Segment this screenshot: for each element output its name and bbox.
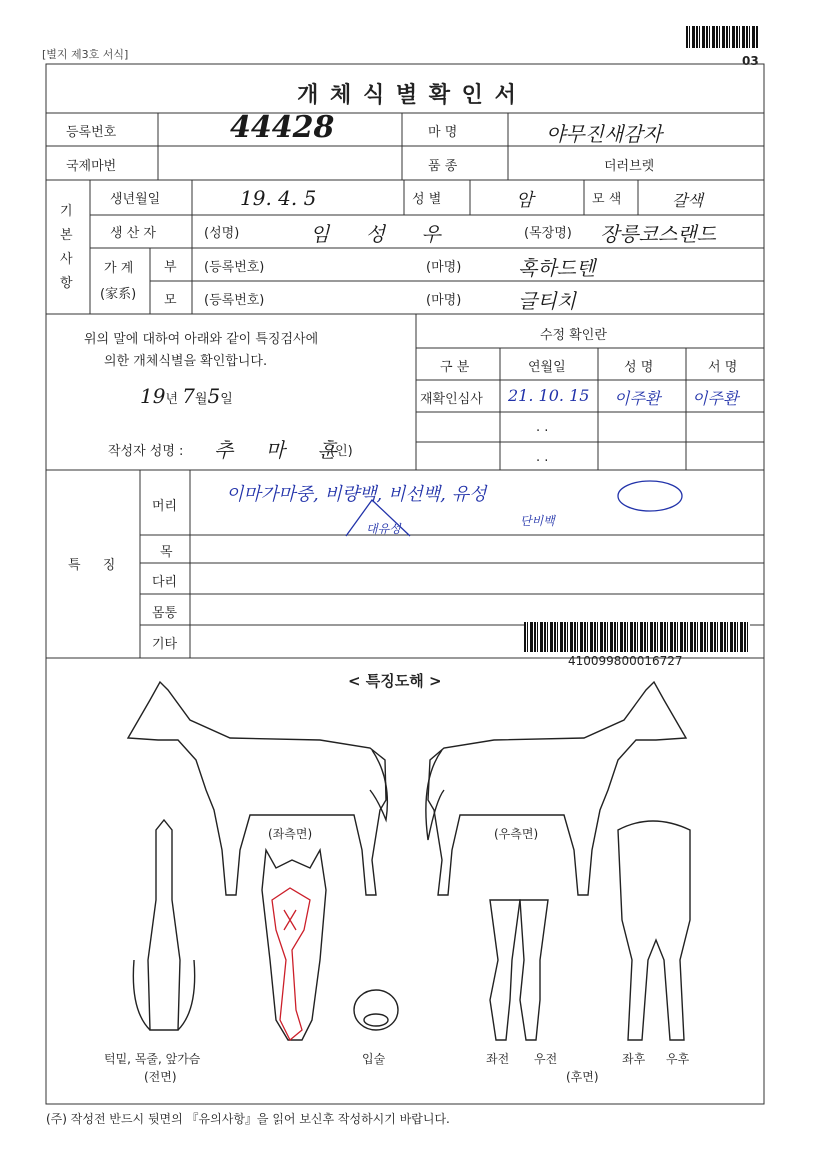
horse-name-label: 마 명	[428, 125, 458, 140]
dob-label: 생년월일	[110, 192, 161, 207]
sire-horse-field: (마명)	[426, 260, 462, 275]
feature-row-other: 기타	[152, 637, 178, 652]
rear-caption: (후면)	[566, 1070, 599, 1084]
footer-note: (주) 작성전 반드시 뒷면의 『유의사항』을 읽어 보신후 작성하시기 바랍니다.	[46, 1112, 450, 1126]
rear-right-label: 우후	[666, 1052, 690, 1066]
family-label-hanja: (家系)	[100, 287, 137, 302]
writer-label: 작성자 성명 :	[108, 444, 184, 459]
head-feature-sub-1: 대유성	[366, 522, 401, 536]
sire-label: 부	[164, 260, 177, 275]
sex-label: 성 별	[412, 192, 442, 207]
dam-name: 글티치	[518, 289, 576, 313]
revision-row-date: . .	[536, 420, 549, 435]
producer-label: 생 산 자	[110, 226, 156, 241]
statement-line-1: 위의 말에 대하여 아래와 같이 특징검사에	[84, 332, 319, 347]
intl-no-label: 국제마번	[66, 159, 117, 174]
sire-reg-field: (등록번호)	[204, 260, 265, 275]
revision-row-name: 이주환	[614, 389, 661, 408]
front-caption-sub: (전면)	[144, 1070, 177, 1084]
farm-name: 장릉코스랜드	[600, 222, 716, 246]
left-side-label: (좌측면)	[268, 827, 313, 841]
writer-seal: (인)	[330, 444, 353, 459]
front-right-label: 우전	[534, 1052, 558, 1066]
feature-row-head: 머리	[152, 499, 178, 514]
page-number: 03	[742, 54, 759, 68]
head-feature-sub-2: 단비백	[520, 514, 555, 528]
producer-name: 임 성 우	[310, 222, 441, 246]
barcode-number: 410099800016727	[568, 654, 683, 668]
features-section-label: 특 징	[68, 558, 116, 573]
horse-name-value: 야무진새감자	[546, 122, 662, 146]
feature-row-neck: 목	[160, 545, 173, 560]
revision-row-date: 21. 10. 15	[508, 386, 590, 405]
feature-row-body: 몸통	[152, 606, 178, 621]
revision-title: 수정 확인란	[540, 328, 607, 343]
sex-value: 암	[516, 190, 534, 211]
reg-no-label: 등록번호	[66, 125, 117, 140]
color-label: 모 색	[592, 192, 622, 207]
color-value: 갈색	[672, 191, 703, 210]
page-title: 개 체 식 별 확 인 서	[297, 83, 518, 108]
statement-line-2: 의한 개체식별을 확인합니다.	[104, 354, 268, 369]
breed-label: 품 종	[428, 159, 458, 174]
revision-row-type: 재확인심사	[420, 392, 483, 407]
revision-header-type: 구 분	[440, 360, 470, 375]
form-label: [별지 제3호 서식]	[42, 48, 129, 61]
right-side-label: (우측면)	[494, 827, 539, 841]
revision-header-sign: 서 명	[708, 360, 738, 375]
confirm-date: 19년 7월5일	[140, 384, 233, 408]
front-left-label: 좌전	[486, 1052, 510, 1066]
horse-diagrams	[128, 682, 690, 1040]
dam-reg-field: (등록번호)	[204, 293, 265, 308]
revision-header-date: 연월일	[528, 360, 566, 375]
rear-left-label: 좌후	[622, 1052, 646, 1066]
revision-row-date: . .	[536, 450, 549, 465]
blaze-marking	[272, 888, 310, 1040]
dob-value: 19. 4. 5	[240, 186, 317, 210]
front-caption: 턱밑, 목줄, 앞가슴	[104, 1052, 201, 1066]
farm-name-field: (목장명)	[524, 226, 572, 241]
sire-name: 혹하드텐	[518, 256, 596, 280]
basic-section-label: 기 본 사 항	[60, 204, 73, 291]
writer-name: 추 마 훈	[214, 438, 337, 462]
dam-label: 모	[164, 293, 177, 308]
bottom-barcode	[524, 622, 750, 652]
feature-row-legs: 다리	[152, 575, 178, 590]
lips-label: 입술	[362, 1052, 386, 1066]
revision-row-sign: 이주환	[692, 389, 739, 408]
breed-value: 더러브렛	[604, 159, 655, 174]
dam-horse-field: (마명)	[426, 293, 462, 308]
producer-name-field: (성명)	[204, 226, 240, 241]
family-label: 가 계	[104, 261, 134, 276]
head-feature-note: 이마가마중, 비량백, 비선백, 유성	[226, 484, 487, 505]
reg-no-value: 44428	[230, 110, 335, 145]
revision-header-name: 성 명	[624, 360, 654, 375]
diagram-title: < 특징도해 >	[348, 672, 442, 690]
